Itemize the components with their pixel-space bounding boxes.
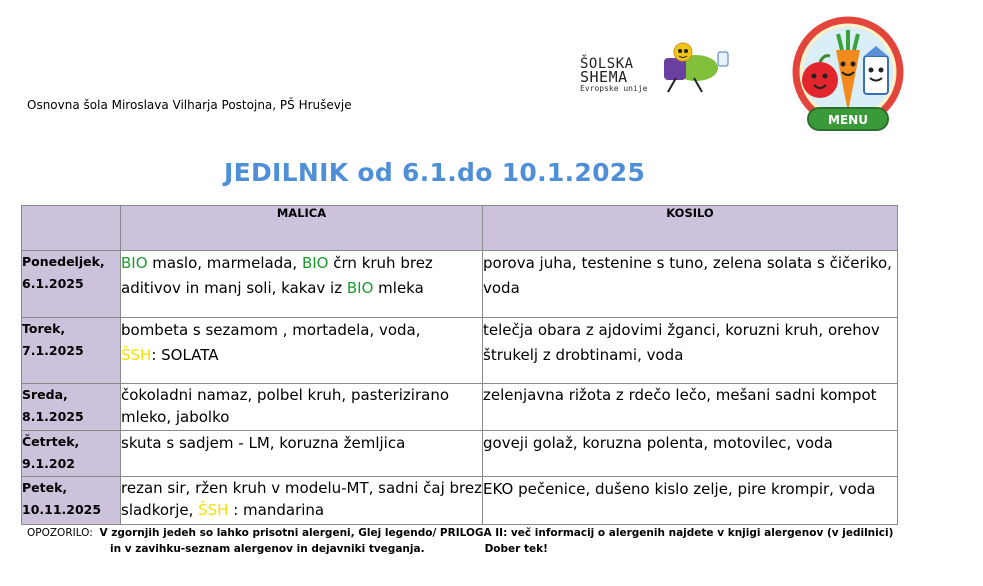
kosilo-cell: goveji golaž, koruzna polenta, motovilec, voda <box>483 431 898 477</box>
malica-text: rezan sir, ržen kruh v modelu-MT, sadni čaj brez sladkorje, <box>121 479 482 519</box>
logo-line1: ŠOLSKA <box>580 56 634 72</box>
malica-cell: čokoladni namaz, polbel kruh, pasterizirano mleko, jabolko <box>121 384 483 431</box>
kosilo-cell: porova juha, testenine s tuno, zelena solata s čičeriko, voda <box>483 251 898 318</box>
allergen-note <box>27 525 893 557</box>
solska-shema-logo <box>576 40 736 100</box>
header-day-corner <box>22 206 121 251</box>
note-line1: V zgornjih jedeh so lahko prisotni alergeni, Glej legendo/ PRILOGA II: več informacij o alergenih najdete v knjigi alergenov (v jedilnici) <box>99 527 894 539</box>
day-date: 7.1.2025 <box>22 343 84 358</box>
table-row-tuesday <box>22 318 898 384</box>
apple-mascot-icon <box>576 40 736 100</box>
day-cell <box>22 431 121 477</box>
malica-cell <box>121 477 483 525</box>
bio-label: BIO <box>301 254 329 272</box>
table-row-wednesday <box>22 384 898 431</box>
kosilo-cell: EKO pečenice, dušeno kislo zelje, pire krompir, voda <box>483 477 898 525</box>
malica-text: bombeta s sezamom , mortadela, voda, <box>121 321 421 339</box>
day-name: Ponedeljek, <box>22 254 105 269</box>
day-date: 8.1.2025 <box>22 409 84 424</box>
menu-logo-label: MENU <box>828 113 868 127</box>
table-row-monday <box>22 251 898 318</box>
day-name: Četrtek, <box>22 434 80 449</box>
ssh-label: ŠSH <box>198 501 229 519</box>
day-cell <box>22 477 121 525</box>
ssh-label: ŠSH <box>121 346 152 364</box>
note-label: OPOZORILO: <box>27 527 93 539</box>
header-malica: MALICA <box>121 206 483 251</box>
bio-label: BIO <box>346 279 374 297</box>
bio-label: BIO <box>121 254 148 272</box>
malica-text: črn kruh brez aditivov in manj soli, kakav iz <box>121 254 433 297</box>
malica-cell: skuta s sadjem - LM, koruzna žemljica <box>121 431 483 477</box>
header-kosilo: KOSILO <box>483 206 898 251</box>
day-cell <box>22 251 121 318</box>
malica-text: : SOLATA <box>151 346 219 364</box>
day-name: Sreda, <box>22 387 68 402</box>
day-date: 6.1.2025 <box>22 276 84 291</box>
closing-text: Dober tek! <box>484 543 548 555</box>
school-name: Osnovna šola Miroslava Vilharja Postojna, PŠ Hruševje <box>27 98 352 112</box>
malica-text: mleka <box>373 279 424 297</box>
table-row-thursday <box>22 431 898 477</box>
day-cell <box>22 318 121 384</box>
kosilo-cell: telečja obara z ajdovimi žganci, koruzni kruh, orehov štrukelj z drobtinami, voda <box>483 318 898 384</box>
table-header-row <box>22 206 898 251</box>
table-row-friday <box>22 477 898 525</box>
logo-line2: SHEMA <box>580 68 628 86</box>
day-date: 10.11.2025 <box>22 502 102 517</box>
day-name: Petek, <box>22 480 68 495</box>
malica-cell <box>121 251 483 318</box>
malica-text: : mandarina <box>228 501 325 519</box>
menu-table <box>21 205 898 525</box>
day-date: 9.1.202 <box>22 456 75 471</box>
note-line2: in v zavihku-seznam alergenov in dejavniki tveganja. <box>110 543 425 555</box>
malica-cell <box>121 318 483 384</box>
day-name: Torek, <box>22 321 66 336</box>
menu-logo <box>786 12 910 140</box>
day-cell <box>22 384 121 431</box>
logo-line3: Evropske unije <box>580 84 648 93</box>
malica-text: maslo, marmelada, <box>147 254 302 272</box>
kosilo-cell: zelenjavna rižota z rdečo lečo, mešani sadni kompot <box>483 384 898 431</box>
page-title: JEDILNIK od 6.1.do 10.1.2025 <box>224 158 646 187</box>
